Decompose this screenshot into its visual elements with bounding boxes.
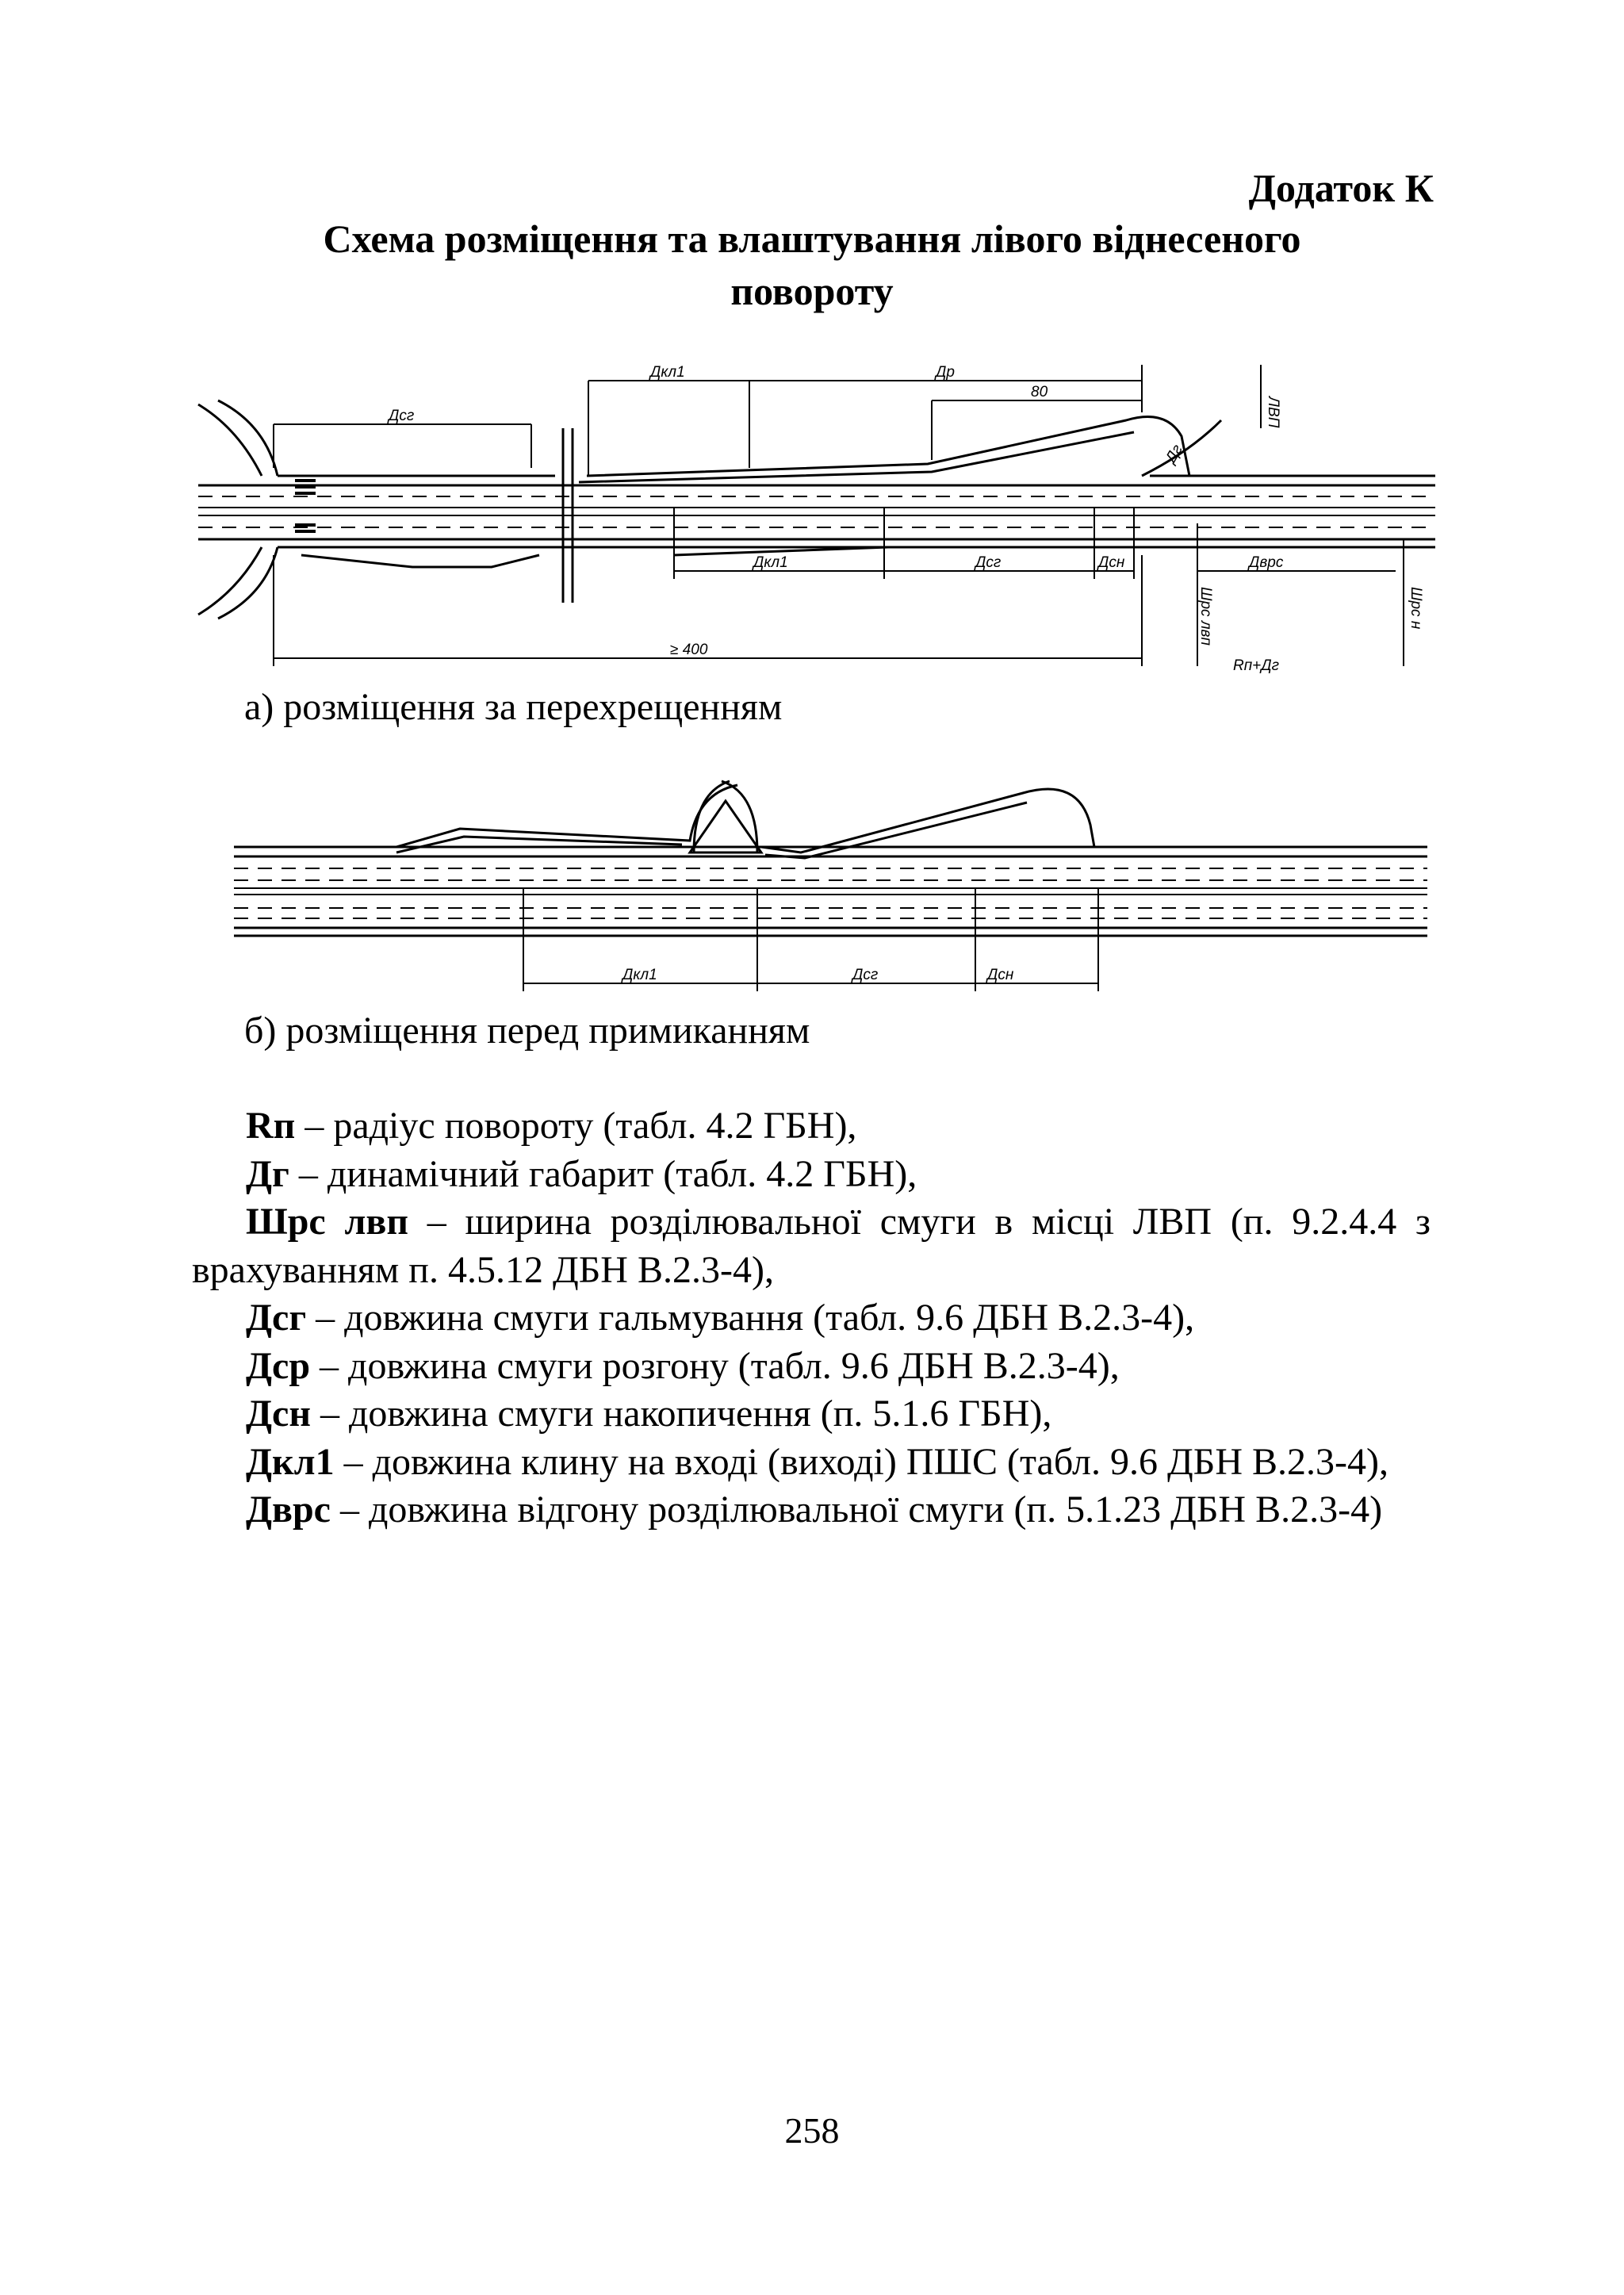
legend-text: – ширина розділювальної смуги в місці ЛВП (п. 9.2.4.4 з врахуванням п. 4.5.12 ДБН В.2.3-4), — [192, 1201, 1431, 1291]
legend-term: Дсг — [246, 1297, 307, 1339]
label-dsg-top: Дсг — [389, 408, 415, 424]
legend-term: Дср — [246, 1344, 311, 1387]
legend-item-dg — [192, 1151, 1431, 1199]
legend-term: Дврс — [246, 1488, 331, 1531]
legend-term: Rп — [246, 1105, 296, 1147]
legend-item-dkl1 — [192, 1439, 1431, 1487]
label-dg: Дг — [1162, 442, 1186, 466]
label-dvrs: Дврс — [1249, 554, 1284, 571]
legend-item-shrs — [192, 1198, 1431, 1294]
label-dkl1-top: Дкл1 — [650, 364, 685, 381]
label-dsg-bottom: Дсг — [975, 554, 1002, 571]
label-b-dkl1: Дкл1 — [622, 967, 657, 983]
label-80: 80 — [1031, 384, 1048, 400]
page-title — [0, 213, 1624, 317]
label-lvp: ЛВП — [1265, 397, 1281, 428]
legend-item-dvrs — [192, 1486, 1431, 1534]
legend-text: – довжина смуги накопичення (п. 5.1.6 ГБН), — [310, 1393, 1052, 1435]
legend — [192, 1102, 1431, 1534]
label-b-dsn: Дсн — [987, 967, 1014, 983]
caption-b: б) розміщення перед примиканням — [244, 1010, 810, 1052]
legend-text: – довжина клину на вході (виході) ПШС (табл. 9.6 ДБН В.2.3-4), — [334, 1440, 1388, 1483]
legend-text: – динамічний габарит (табл. 4.2 ГБН), — [289, 1152, 917, 1195]
title-line-2: повороту — [730, 269, 894, 313]
label-dkl1-bottom: Дкл1 — [753, 554, 788, 571]
legend-text: – радіус повороту (табл. 4.2 ГБН), — [295, 1105, 857, 1147]
diagram-b — [0, 769, 1624, 1007]
road-curve-bottom-left — [198, 547, 262, 615]
legend-term: Дг — [246, 1152, 289, 1195]
legend-item-dsn — [192, 1390, 1431, 1439]
label-dsn-bottom: Дсн — [1098, 554, 1125, 571]
legend-term: Шрс лвп — [246, 1201, 408, 1243]
label-shrs-n: Шрс н — [1408, 587, 1424, 630]
legend-text: – довжина смуги гальмування (табл. 9.6 ДБН В.2.3-4), — [306, 1297, 1195, 1339]
road-curve-bottom-left-inner — [218, 547, 278, 619]
caption-a: а) розміщення за перехрещенням — [244, 686, 783, 728]
label-dr-top: Др — [936, 364, 955, 381]
legend-term: Дкл1 — [246, 1440, 335, 1483]
legend-term: Дсн — [246, 1393, 311, 1435]
title-line-1: Схема розміщення та влаштування лівого віднесеного — [323, 216, 1301, 261]
legend-text: – довжина відгону розділювальної смуги (п. 5.1.23 ДБН В.2.3-4) — [330, 1488, 1383, 1531]
diagram-a — [0, 349, 1624, 682]
road-curve-top-left — [198, 404, 262, 476]
legend-item-rp — [192, 1102, 1431, 1151]
legend-item-dsg — [192, 1294, 1431, 1343]
legend-text: – довжина смуги розгону (табл. 9.6 ДБН В.2.3-4), — [310, 1344, 1120, 1387]
label-min400: ≥ 400 — [670, 642, 708, 658]
label-b-dsg: Дсг — [852, 967, 879, 983]
label-shrs-lvp: Шрс лвп — [1197, 587, 1214, 646]
appendix-label: Додаток К — [1248, 166, 1434, 210]
legend-item-dsr — [192, 1343, 1431, 1391]
page-number: 258 — [784, 2110, 840, 2151]
road-curve-top-left-inner — [218, 400, 278, 476]
label-rp-dg: Rп+Дг — [1233, 657, 1280, 674]
